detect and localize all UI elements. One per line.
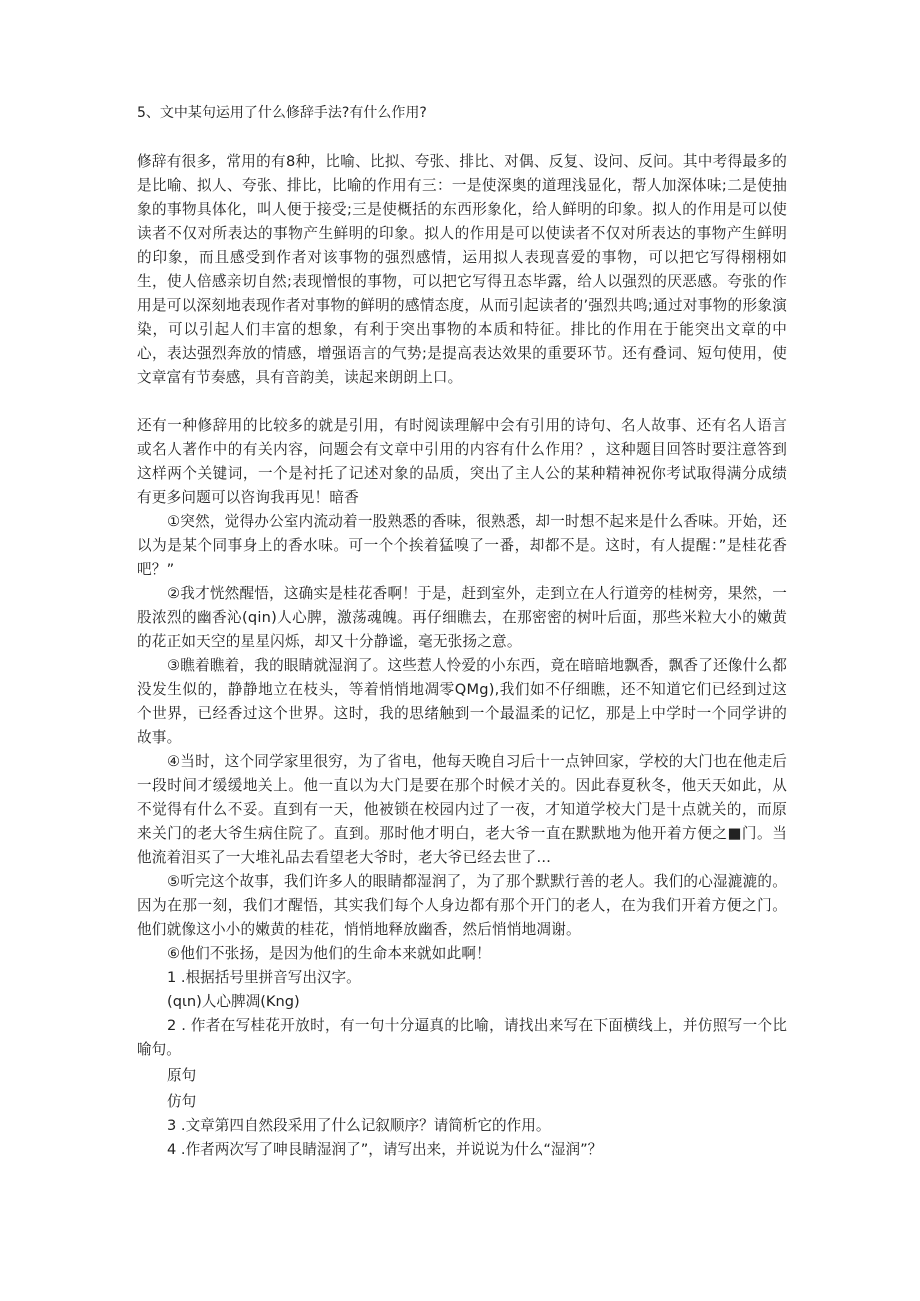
question-2-imitation-label: 仿句 — [167, 1093, 197, 1110]
question-1: 1 .根据括号里拼音写出汉字。 — [167, 969, 361, 986]
question-4: 4 .作者两次写了呻艮睛湿润了”，请写出来，并说说为什么“湿润”？ — [167, 1141, 603, 1158]
question-2: 2 . 作者在写桂花开放时，有一句十分逼真的比喻，请找出来写在下面横线上，并仿照写一个比喻句。 — [137, 1017, 787, 1058]
question-2-original-label: 原句 — [167, 1067, 197, 1084]
story-paragraph-3: ③瞧着瞧着，我的眼睛就湿润了。这些惹人怜爱的小东西，竟在暗暗地飘香，飘香了还像什么都没发生似的，静静地立在枝头，等着悄悄地凋零QMg),我们如不仔细瞧，还不知道它们已经到过这个世界，已经香过这个世界。这时，我的思绪触到一个最温柔的记忆，那是上中学时一个同学讲的故事。 — [137, 657, 787, 746]
story-paragraph-4: ④当时，这个同学家里很穷，为了省电，他每天晚自习后十一点钟回家，学校的大门也在他走后一段时间才缓缓地关上。他一直以为大门是要在那个时候才关的。因此春夏秋冬，他天天如此，从不觉得有什么不妥。直到有一天，他被锁在校园内过了一夜，才知道学校大门是十点就关的，而原来关门的老大爷生病住院了。直到。那时他才明白，老大爷一直在默默地为他开着方便之■门。当他流着泪买了一大堆礼品去看望老大爷时，老大爷已经去世了… — [137, 753, 787, 866]
story-paragraph-2: ②我才恍然醒悟，这确实是桂花香啊！于是，赶到室外，走到立在人行道旁的桂树旁，果然，一股浓烈的幽香沁(qin)人心脾，激荡魂魄。再仔细瞧去，在那密密的树叶后面，那些米粒大小的嫩黄的花正如天空的星星闪烁，却又十分静谧，毫无张扬之意。 — [137, 585, 787, 650]
story-paragraph-1: ①突然，觉得办公室内流动着一股熟悉的香味，很熟悉，却一时想不起来是什么香味。开始，还以为是某个同事身上的香水味。可一个个挨着猛嗅了一番，却都不是。这时，有人提醒：”是桂花香吧？” — [137, 513, 787, 578]
rhetoric-explanation-paragraph: 修辞有很多，常用的有8种，比喻、比拟、夸张、排比、对偶、反复、设问、反问。其中考得最多的是比喻、拟人、夸张、排比，比喻的作用有三：一是使深奥的道理浅显化，帮人加深体味;二是使抽象的事物具体化，叫人便于接受;三是使概括的东西形象化，给人鲜明的印象。拟人的作用是可以使读者不仅对所表达的事物产生鲜明的印象。拟人的作用是可以使读者不仅对所表达的事物产生鲜明的印象，而且感受到作者对该事物的强烈感情，运用拟人表现喜爱的事物，可以把它写得栩栩如生，使人倍感亲切自然;表现憎恨的事物，可以把它写得丑态毕露，给人以强烈的厌恶感。夸张的作用是可以深刻地表现作者对事物的鲜明的感情态度，从而引起读者的’强烈共鸣;通过对事物的形象演染，可以引起人们丰富的想象，有利于突出事物的本质和特征。排比的作用在于能突出文章的中心，表达强烈奔放的情感，增强语言的气势;是提高表达效果的重要环节。还有叠词、短句使用，使文章富有节奏感，具有音韵美，读起来朗朗上口。 — [137, 153, 787, 386]
quotation-explanation-paragraph: 还有一种修辞用的比较多的就是引用，有时阅读理解中会有引用的诗句、名人故事、还有名人语言或名人著作中的有关内容，问题会有文章中引用的内容有什么作用？，这种题目回答时要注意答到这样两个关键词，一个是衬托了记述对象的品质，突出了主人公的某种精神祝你考试取得满分成绩有更多问题可以咨询我再见！暗香 — [137, 417, 787, 506]
question-3: 3 .文章第四自然段采用了什么记叙顺序？请简析它的作用。 — [167, 1117, 551, 1134]
story-paragraph-5: ⑤听完这个故事，我们许多人的眼睛都湿润了，为了那个默默行善的老人。我们的心湿漉漉的。因为在那一刻，我们才醒悟，其实我们每个人身边都有那个开门的老人，在为我们开着方便之门。他们就像这小小的嫩黄的桂花，悄悄地释放幽香，然后悄悄地凋谢。 — [137, 873, 787, 938]
question-heading: 5、文中某句运用了什么修辞手法?有什么作用? — [137, 105, 427, 121]
question-1-pinyin: (qιn)人心脾凋(Kng) — [167, 993, 300, 1010]
story-paragraph-6: ⑥他们不张扬，是因为他们的生命本来就如此啊！ — [167, 945, 491, 962]
document-page — [137, 102, 787, 1162]
